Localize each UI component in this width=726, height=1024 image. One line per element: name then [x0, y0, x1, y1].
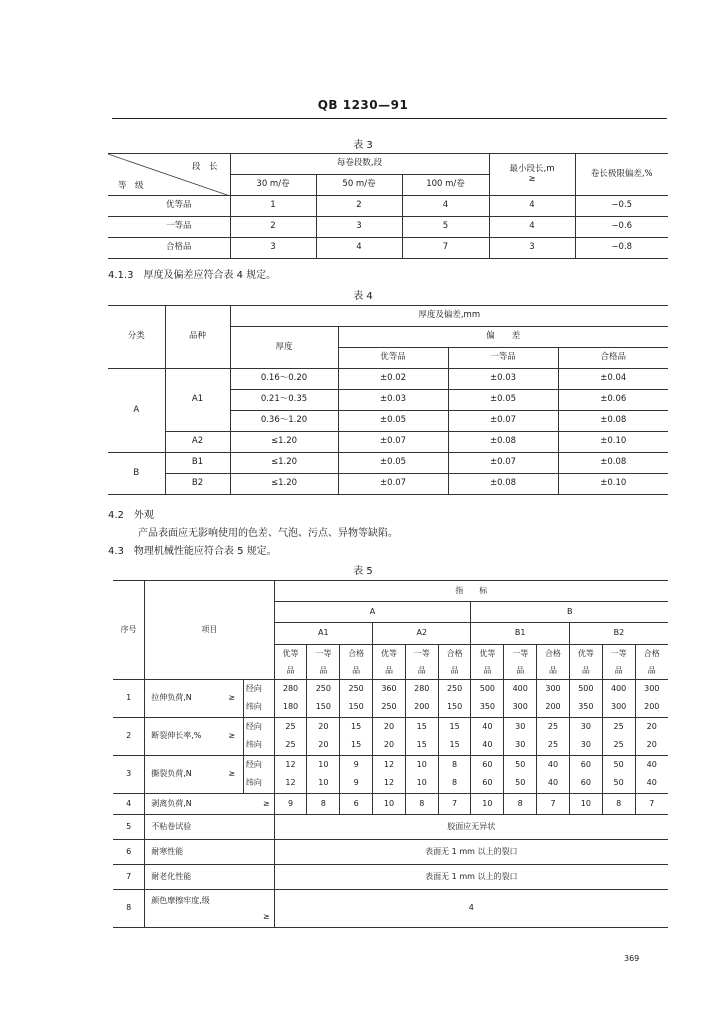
class-b-header: B: [471, 602, 668, 623]
row-no: 4: [113, 794, 145, 815]
deviation-header: 偏 差: [338, 327, 668, 348]
value-cell: 12: [373, 756, 406, 775]
table4-title: 表 4: [353, 291, 373, 302]
grade-header: [405, 645, 438, 680]
variety-cell: A1: [165, 369, 230, 432]
thickness-cell: ≤1.20: [230, 474, 338, 495]
value-cell: 50: [504, 756, 537, 775]
table-row: [113, 840, 668, 865]
grade-header: [504, 645, 537, 680]
grade-label-bottom: 品: [286, 666, 295, 675]
value-cell: 7: [438, 794, 471, 815]
value-cell: 8: [438, 775, 471, 794]
value-cell: 250: [438, 680, 471, 699]
grade-label-top: 一等: [315, 649, 332, 658]
variety-cell: A2: [165, 432, 230, 453]
value-cell: ±0.08: [448, 432, 558, 453]
thickness-cell: 0.16～0.20: [230, 369, 338, 390]
grade-header: [471, 645, 504, 680]
value-cell: 7: [537, 794, 570, 815]
grade-header: [307, 645, 340, 680]
value-cell: 30: [504, 737, 537, 756]
table5: [113, 580, 668, 928]
value-cell: ±0.07: [338, 432, 448, 453]
grade-label-top: 合格: [643, 649, 660, 658]
merged-value-cell: 4: [274, 890, 668, 928]
subclass-header: B1: [471, 623, 569, 645]
min-length-label: 最小段长,m: [509, 164, 555, 175]
row-no: 2: [113, 718, 145, 756]
direction-label: 纬向: [243, 699, 274, 718]
table-row: [108, 196, 668, 217]
value-cell: 25: [274, 718, 307, 737]
header-rule: [112, 118, 667, 119]
value-cell: 10: [569, 794, 602, 815]
value-cell: 50: [602, 756, 635, 775]
grade-label-top: 合格: [446, 649, 463, 658]
value-cell: ±0.06: [558, 390, 668, 411]
value-cell: 300: [602, 699, 635, 718]
value-cell: 4: [489, 217, 575, 238]
value-cell: 25: [537, 737, 570, 756]
row-no: 5: [113, 815, 145, 840]
grade-label-top: 优等: [577, 649, 594, 658]
value-cell: 6: [340, 794, 373, 815]
table-row: [113, 865, 668, 890]
value-cell: ±0.05: [448, 390, 558, 411]
clause-4-3: 4.3 物理机械性能应符合表 5 规定。: [108, 546, 277, 557]
value-cell: 1: [230, 196, 316, 217]
item-name: 耐寒性能: [145, 840, 274, 865]
value-cell: 20: [373, 737, 406, 756]
table-row: [108, 474, 668, 495]
value-cell: 8: [504, 794, 537, 815]
value-cell: 400: [504, 680, 537, 699]
grade-header: [602, 645, 635, 680]
ge-sign: ≥: [221, 680, 244, 718]
value-cell: 500: [569, 680, 602, 699]
thickness-cell: 0.36～1.20: [230, 411, 338, 432]
clause-4-1-3: 4.1.3 厚度及偏差应符合表 4 规定。: [108, 270, 277, 281]
merged-value-cell: 胶面应无异状: [274, 815, 668, 840]
grade-label-bottom: 品: [647, 666, 656, 675]
value-cell: 25: [602, 718, 635, 737]
min-length-sign: ≥: [528, 173, 536, 184]
value-cell: 15: [340, 737, 373, 756]
table4: [108, 305, 668, 495]
value-cell: 10: [405, 756, 438, 775]
value-cell: 4: [489, 196, 575, 217]
value-cell: 4: [402, 196, 489, 217]
direction-label: 纬向: [243, 737, 274, 756]
table-row: [113, 794, 668, 815]
row-no: 3: [113, 756, 145, 794]
value-cell: 250: [340, 680, 373, 699]
value-cell: 40: [635, 775, 668, 794]
value-cell: 8: [405, 794, 438, 815]
variety-header: 品种: [165, 306, 230, 369]
value-cell: 20: [307, 718, 340, 737]
value-cell: ±0.05: [338, 411, 448, 432]
grade-cell: 合格品: [108, 238, 230, 259]
value-cell: 3: [230, 238, 316, 259]
value-cell: 150: [307, 699, 340, 718]
grade-label-bottom: 品: [417, 666, 426, 675]
table-row: [113, 718, 668, 737]
class-cell: B: [108, 453, 165, 495]
value-cell: 30: [569, 737, 602, 756]
direction-label: 经向: [243, 680, 274, 699]
item-name: 不粘卷试验: [145, 815, 274, 840]
table-row: [108, 369, 668, 390]
grade-label-bottom: 品: [450, 666, 459, 675]
value-cell: 350: [569, 699, 602, 718]
grade-header: [569, 645, 602, 680]
subclass-header: A2: [373, 623, 471, 645]
class-cell: A: [108, 369, 165, 453]
value-cell: ±0.07: [338, 474, 448, 495]
value-cell: 60: [569, 756, 602, 775]
corner-bottom-label: 等 级: [118, 180, 144, 191]
ge-sign: ≥: [221, 718, 244, 756]
corner-top-label: 段 长: [191, 162, 218, 172]
ge-sign: ≥: [221, 756, 244, 794]
value-cell: ±0.07: [448, 411, 558, 432]
no-header: 序号: [113, 581, 145, 680]
item-name: 耐老化性能: [145, 865, 274, 890]
value-cell: 8: [602, 794, 635, 815]
variety-cell: B1: [165, 453, 230, 474]
value-cell: 20: [307, 737, 340, 756]
value-cell: −0.6: [575, 217, 668, 238]
grade-label-bottom: 品: [352, 666, 361, 675]
ge-sign: ≥: [262, 911, 270, 921]
value-cell: 250: [307, 680, 340, 699]
value-cell: 7: [635, 794, 668, 815]
page-number: 369: [624, 954, 640, 963]
grade-label-bottom: 品: [483, 666, 492, 675]
value-cell: 360: [373, 680, 406, 699]
value-cell: 15: [405, 737, 438, 756]
value-cell: 40: [537, 775, 570, 794]
index-header: 指 标: [274, 581, 668, 602]
grade-cell: 优等品: [108, 196, 230, 217]
grade-cell: 一等品: [108, 217, 230, 238]
value-cell: 2: [230, 217, 316, 238]
clause-4-2: 4.2 外观: [108, 510, 154, 521]
value-cell: 10: [307, 775, 340, 794]
value-cell: 12: [274, 756, 307, 775]
value-cell: ±0.10: [558, 432, 668, 453]
value-cell: 7: [402, 238, 489, 259]
value-cell: 9: [340, 775, 373, 794]
value-cell: 30: [569, 718, 602, 737]
value-cell: 2: [316, 196, 402, 217]
grade-header: [438, 645, 471, 680]
grade-label-bottom: 品: [549, 666, 558, 675]
value-cell: 300: [635, 680, 668, 699]
value-cell: 180: [274, 699, 307, 718]
grade-label-top: 一等: [413, 649, 430, 658]
value-cell: 150: [340, 699, 373, 718]
deviation-header: 卷长极限偏差,%: [575, 154, 668, 196]
direction-label: 经向: [243, 718, 274, 737]
value-cell: 9: [340, 756, 373, 775]
direction-label: 纬向: [243, 775, 274, 794]
grade-label-top: 合格: [545, 649, 562, 658]
value-cell: 280: [274, 680, 307, 699]
grade-label-top: 优等: [380, 649, 397, 658]
value-cell: 30: [504, 718, 537, 737]
thickness-cell: ≤1.20: [230, 432, 338, 453]
value-cell: 20: [635, 718, 668, 737]
value-cell: 25: [537, 718, 570, 737]
value-cell: 12: [373, 775, 406, 794]
value-cell: 10: [307, 756, 340, 775]
grade-label-bottom: 品: [581, 666, 590, 675]
grade-label-bottom: 品: [319, 666, 328, 675]
value-cell: 60: [569, 775, 602, 794]
value-cell: 200: [537, 699, 570, 718]
value-cell: 40: [471, 718, 504, 737]
grade-label-top: 一等: [512, 649, 529, 658]
value-cell: 280: [405, 680, 438, 699]
table-row: [108, 238, 668, 259]
sub-header-50m: 50 m/卷: [316, 175, 402, 196]
value-cell: 40: [537, 756, 570, 775]
thickness-cell: 0.21～0.35: [230, 390, 338, 411]
min-length-header: [489, 154, 575, 196]
grade-label-top: 优等: [479, 649, 496, 658]
item-name: 断裂伸长率,%: [145, 718, 221, 756]
value-cell: −0.8: [575, 238, 668, 259]
value-cell: 5: [402, 217, 489, 238]
grade-header: [635, 645, 668, 680]
value-cell: 300: [504, 699, 537, 718]
value-cell: ±0.08: [448, 474, 558, 495]
value-cell: 200: [405, 699, 438, 718]
table-row: [113, 815, 668, 840]
sub-header-30m: 30 m/卷: [230, 175, 316, 196]
item-header: 项目: [145, 581, 274, 680]
appearance-text: 产品表面应无影响使用的色差、气泡、污点、异物等缺陷。: [138, 528, 398, 539]
grade-header-premium: 优等品: [338, 348, 448, 369]
table-row: [108, 217, 668, 238]
class-header: 分类: [108, 306, 165, 369]
value-cell: ±0.07: [448, 453, 558, 474]
grade-label-bottom: 品: [614, 666, 623, 675]
value-cell: 350: [471, 699, 504, 718]
grade-label-top: 优等: [282, 649, 299, 658]
value-cell: ±0.08: [558, 411, 668, 432]
grade-header-qualified: 合格品: [558, 348, 668, 369]
value-cell: 15: [405, 718, 438, 737]
value-cell: 150: [438, 699, 471, 718]
table-row: [108, 432, 668, 453]
value-cell: 500: [471, 680, 504, 699]
value-cell: 10: [373, 794, 406, 815]
row-no: 1: [113, 680, 145, 718]
value-cell: ±0.04: [558, 369, 668, 390]
grade-label-bottom: 品: [384, 666, 393, 675]
table5-title: 表 5: [353, 566, 373, 577]
segments-group-header: 每卷段数,段: [230, 154, 489, 175]
value-cell: ±0.10: [558, 474, 668, 495]
value-cell: 20: [373, 718, 406, 737]
item-name-cell: [145, 890, 274, 928]
value-cell: 200: [635, 699, 668, 718]
value-cell: 20: [635, 737, 668, 756]
value-cell: 25: [602, 737, 635, 756]
grade-label-bottom: 品: [516, 666, 525, 675]
thickness-header: 厚度: [230, 327, 338, 369]
value-cell: 15: [438, 718, 471, 737]
value-cell: 9: [274, 794, 307, 815]
value-cell: 60: [471, 756, 504, 775]
value-cell: 10: [471, 794, 504, 815]
value-cell: 250: [373, 699, 406, 718]
value-cell: 12: [274, 775, 307, 794]
thickness-cell: ≤1.20: [230, 453, 338, 474]
variety-cell: B2: [165, 474, 230, 495]
table3-corner-cell: [108, 154, 230, 196]
direction-label: 经向: [243, 756, 274, 775]
sub-header-100m: 100 m/卷: [402, 175, 489, 196]
value-cell: ±0.03: [448, 369, 558, 390]
grade-label-top: 一等: [610, 649, 627, 658]
value-cell: 40: [635, 756, 668, 775]
value-cell: 60: [471, 775, 504, 794]
grade-header: [537, 645, 570, 680]
item-name: 剥离负荷,N: [145, 794, 244, 815]
table-row: [113, 890, 668, 928]
value-cell: 50: [504, 775, 537, 794]
class-a-header: A: [274, 602, 471, 623]
value-cell: 8: [307, 794, 340, 815]
grade-header-first: 一等品: [448, 348, 558, 369]
item-name: 撕裂负荷,N: [145, 756, 221, 794]
value-cell: 300: [537, 680, 570, 699]
value-cell: ±0.08: [558, 453, 668, 474]
standard-code: QB 1230—91: [317, 98, 409, 112]
row-no: 6: [113, 840, 145, 865]
table-row: [113, 581, 668, 602]
value-cell: 3: [316, 217, 402, 238]
merged-value-cell: 表面无 1 mm 以上的裂口: [274, 840, 668, 865]
row-no: 8: [113, 890, 145, 928]
merged-value-cell: 表面无 1 mm 以上的裂口: [274, 865, 668, 890]
row-no: 7: [113, 865, 145, 890]
item-name: 拉伸负荷,N: [145, 680, 221, 718]
grade-header: [274, 645, 307, 680]
item-name: 颜色摩擦牢度,级: [151, 895, 210, 905]
value-cell: 4: [316, 238, 402, 259]
value-cell: 50: [602, 775, 635, 794]
grade-header: [373, 645, 406, 680]
grade-label-top: 合格: [348, 649, 365, 658]
value-cell: −0.5: [575, 196, 668, 217]
table-row: [108, 453, 668, 474]
thickness-deviation-header: 厚度及偏差,mm: [230, 306, 668, 327]
subclass-header: A1: [274, 623, 372, 645]
table-row: [113, 680, 668, 699]
table-row: [113, 756, 668, 775]
value-cell: 3: [489, 238, 575, 259]
table3: [108, 153, 668, 259]
value-cell: 8: [438, 756, 471, 775]
value-cell: 40: [471, 737, 504, 756]
grade-header: [340, 645, 373, 680]
value-cell: 25: [274, 737, 307, 756]
subclass-header: B2: [569, 623, 668, 645]
ge-sign: ≥: [243, 794, 274, 815]
table3-title: 表 3: [353, 140, 373, 151]
value-cell: ±0.05: [338, 453, 448, 474]
value-cell: 15: [340, 718, 373, 737]
value-cell: ±0.02: [338, 369, 448, 390]
value-cell: 15: [438, 737, 471, 756]
value-cell: ±0.03: [338, 390, 448, 411]
value-cell: 400: [602, 680, 635, 699]
value-cell: 10: [405, 775, 438, 794]
